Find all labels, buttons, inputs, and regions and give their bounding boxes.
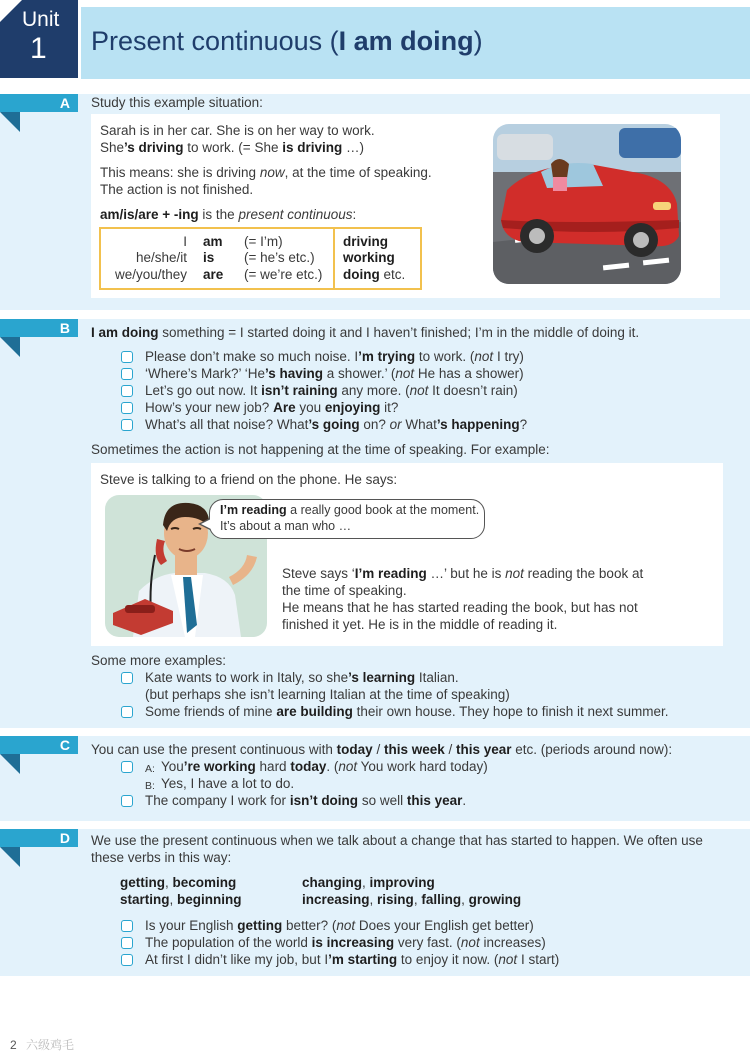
kate-example: Kate wants to work in Italy, so she’s learning Italian. xyxy=(145,670,459,685)
speaker-b-label: B: xyxy=(145,780,155,792)
section-b xyxy=(0,319,750,728)
kate-example-note: (but perhaps she isn’t learning Italian at the time of speaking) xyxy=(145,687,510,702)
verbs-right-1: changing, improving xyxy=(302,875,435,890)
ing-working: working xyxy=(343,250,395,265)
unit-label: Unit xyxy=(22,8,60,31)
bullet-icon xyxy=(121,937,133,949)
bullet-icon xyxy=(121,351,133,363)
note-were: (= we’re etc.) xyxy=(244,267,323,282)
note-im: (= I’m) xyxy=(244,234,283,249)
subject-we: we/you/they xyxy=(114,267,187,282)
bullet-icon xyxy=(121,920,133,932)
section-b-definition: I am doing something = I started doing it and I haven’t finished; I’m in the middle of doing it. xyxy=(91,325,640,340)
bullet-icon xyxy=(121,795,133,807)
bullet-icon xyxy=(121,954,133,966)
car-illustration xyxy=(493,124,681,284)
more-examples-label: Some more examples: xyxy=(91,653,227,668)
steve-says-line-2: the time of speaking. xyxy=(282,583,407,598)
d-example-1: Is your English getting better? (not Does your English get better) xyxy=(145,918,534,933)
b-example-2: ‘Where’s Mark?’ ‘He’s having a shower.’ (not He has a shower) xyxy=(145,366,524,381)
d-example-3: At first I didn’t like my job, but I’m starting to enjoy it now. (not I start) xyxy=(145,952,560,967)
bullet-icon xyxy=(121,706,133,718)
section-a xyxy=(0,94,750,310)
verb-are: are xyxy=(203,267,224,282)
page-title: Present continuous (I am doing) xyxy=(91,26,483,56)
speaker-a-label: A: xyxy=(145,763,155,775)
bubble-line-2: It’s about a man who … xyxy=(220,519,352,533)
meaning-line-2: The action is not finished. xyxy=(100,182,254,197)
section-d-intro-1: We use the present continuous when we talk about a change that has started to happen. We often use xyxy=(91,833,703,848)
section-b-tab: B xyxy=(0,319,78,337)
steve-intro: Steve is talking to a friend on the phone. He says: xyxy=(100,472,398,487)
title-bar xyxy=(81,7,750,79)
form-table xyxy=(99,227,422,290)
example-box-sarah xyxy=(91,114,720,298)
section-d-tab: D xyxy=(0,829,78,847)
unit-number: 1 xyxy=(30,32,47,65)
example-box-steve xyxy=(91,463,723,646)
steve-means-line-2: finished it yet. He is in the middle of reading it. xyxy=(282,617,558,632)
verb-am: am xyxy=(203,234,223,249)
c-dialogue-a: You’re working hard today. (not You work hard today) xyxy=(161,759,488,774)
verbs-left-1: getting, becoming xyxy=(120,875,237,890)
unit-badge xyxy=(0,0,78,78)
verb-is: is xyxy=(203,250,215,265)
bullet-icon xyxy=(121,419,133,431)
bullet-icon xyxy=(121,672,133,684)
steve-means-line-1: He means that he has started reading the book, but has not xyxy=(282,600,638,615)
sarah-line-2: She’s driving to work. (= She is driving …) xyxy=(100,140,364,155)
friends-example: Some friends of mine are building their own house. They hope to finish it next summer. xyxy=(145,704,669,719)
d-example-2: The population of the world is increasing very fast. (not increases) xyxy=(145,935,546,950)
page-number: 2 xyxy=(10,1038,17,1052)
subject-i: I xyxy=(183,234,187,249)
steve-says-line-1: Steve says ‘I’m reading …’ but he is not reading the book at xyxy=(282,566,644,581)
section-c-intro: You can use the present continuous with today / this week / this year etc. (periods around now): xyxy=(91,742,673,757)
section-c xyxy=(0,736,750,821)
section-a-intro: Study this example situation: xyxy=(91,95,263,110)
b-example-5: What’s all that noise? What’s going on? or What’s happening? xyxy=(145,417,528,432)
bullet-icon xyxy=(121,402,133,414)
section-a-tab: A xyxy=(0,94,78,112)
watermark: 六级鸡毛 xyxy=(26,1038,75,1052)
b-example-1: Please don’t make so much noise. I’m trying to work. (not I try) xyxy=(145,349,524,364)
verbs-right-2: increasing, rising, falling, growing xyxy=(302,892,522,907)
note-hes: (= he’s etc.) xyxy=(244,250,315,265)
b-example-3: Let’s go out now. It isn’t raining any more. (not It doesn’t rain) xyxy=(145,383,518,398)
section-d xyxy=(0,829,750,976)
sarah-line-1: Sarah is in her car. She is on her way to work. xyxy=(100,123,375,138)
speech-bubble xyxy=(209,499,485,539)
section-d-intro-2: these verbs in this way: xyxy=(91,850,232,865)
b-example-4: How’s your new job? Are you enjoying it? xyxy=(145,400,399,415)
footer xyxy=(10,1036,74,1053)
rule-line: am/is/are + -ing is the present continuous: xyxy=(100,207,357,222)
bullet-icon xyxy=(121,761,133,773)
c-dialogue-b: Yes, I have a lot to do. xyxy=(161,776,295,791)
c-example-company: The company I work for isn’t doing so well this year. xyxy=(145,793,467,808)
bubble-line-1: I’m reading a really good book at the moment. xyxy=(220,503,480,517)
unit-badge-fold xyxy=(0,0,22,22)
ing-driving: driving xyxy=(343,234,389,249)
bullet-icon xyxy=(121,368,133,380)
section-c-tab: C xyxy=(0,736,78,754)
meaning-line-1: This means: she is driving now, at the time of speaking. xyxy=(100,165,432,180)
ing-doing-row: doing etc. xyxy=(343,267,406,282)
subject-he: he/she/it xyxy=(135,250,187,265)
bullet-icon xyxy=(121,385,133,397)
verbs-left-2: starting, beginning xyxy=(120,892,242,907)
sometimes-line: Sometimes the action is not happening at the time of speaking. For example: xyxy=(91,442,550,457)
